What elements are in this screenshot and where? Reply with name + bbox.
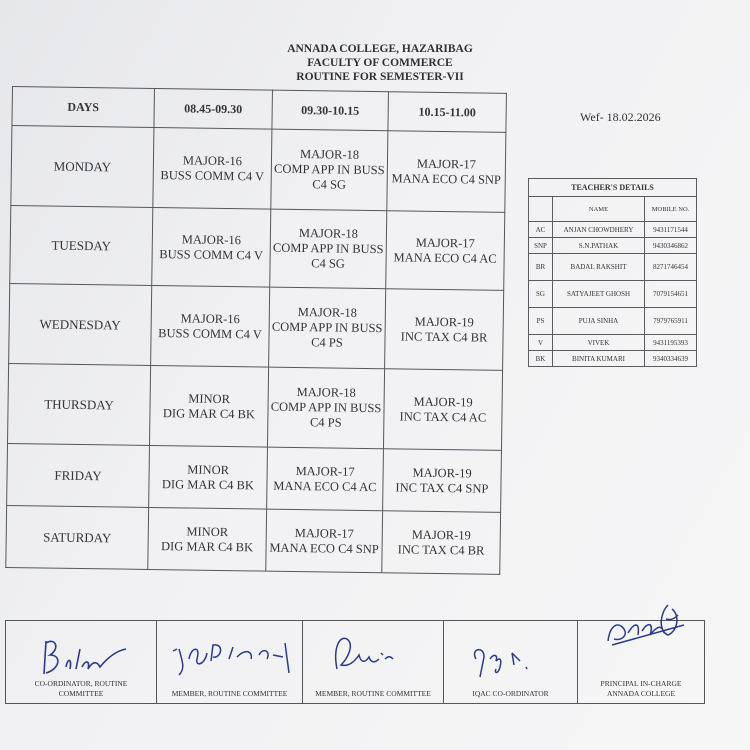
teacher-mobile: 9430346862 xyxy=(645,238,697,254)
handwritten-signature xyxy=(588,595,698,651)
teacher-name: BADAL RAKSHIT xyxy=(553,254,645,281)
teachers-header-row xyxy=(529,197,697,222)
handwritten-signature xyxy=(167,629,297,679)
document-heading xyxy=(250,42,510,84)
class-cell-line: BUSS COMM C4 V xyxy=(158,325,262,342)
class-cell-slot-1 xyxy=(152,207,271,287)
class-cell-line: DIG MAR C4 BK xyxy=(160,538,254,554)
day-cell: SATURDAY xyxy=(6,505,149,569)
class-cell-line: C4 SG xyxy=(312,177,347,192)
teacher-mobile: 9431171544 xyxy=(645,222,697,238)
teacher-name: ANJAN CHOWDHERY xyxy=(553,222,645,238)
class-cell-line: MINOR xyxy=(187,461,230,477)
class-cell-slot-2 xyxy=(270,209,387,289)
class-cell-line: MAJOR-19 xyxy=(414,314,474,329)
teacher-row xyxy=(529,308,697,335)
class-cell-line: MAJOR-17 xyxy=(295,463,355,479)
class-cell-slot-2 xyxy=(266,509,383,573)
teacher-mobile: 7079154651 xyxy=(645,281,697,308)
class-cell-line: INC TAX C4 BR xyxy=(400,328,488,345)
teacher-code: PS xyxy=(529,308,553,335)
teachers-details-title: TEACHER'S DETAILS xyxy=(528,178,697,196)
class-cell-slot-3 xyxy=(383,449,502,513)
routine-row xyxy=(6,505,501,574)
class-cell-slot-3 xyxy=(386,211,505,291)
teacher-row xyxy=(529,335,697,351)
routine-header-row xyxy=(12,87,506,133)
class-cell-line: MAJOR-17 xyxy=(415,235,475,250)
teacher-row xyxy=(529,351,697,367)
routine-table xyxy=(5,86,507,575)
class-cell-line: C4 SG xyxy=(311,256,345,271)
class-cell-slot-3 xyxy=(387,131,506,213)
class-cell-line: INC TAX C4 AC xyxy=(399,408,487,425)
class-cell-line: MAJOR-18 xyxy=(296,385,356,400)
effective-date: Wef- 18.02.2026 xyxy=(580,110,661,124)
class-cell-line: BUSS COMM C4 V xyxy=(160,167,265,184)
signature-role: MEMBER, ROUTINE COMMITTEE xyxy=(171,689,288,698)
teachers-name-header: NAME xyxy=(553,197,645,222)
class-cell-slot-2 xyxy=(271,129,388,211)
column-header-slot-1: 08.45-09.30 xyxy=(154,88,273,129)
class-cell-line: MAJOR-19 xyxy=(412,465,472,480)
handwritten-signature xyxy=(313,629,423,679)
signature-block xyxy=(5,620,705,704)
day-cell: FRIDAY xyxy=(7,443,150,507)
class-cell-line: INC TAX C4 SNP xyxy=(395,479,489,496)
handwritten-signature xyxy=(454,629,554,679)
handwritten-signature xyxy=(16,629,136,679)
class-cell-slot-1 xyxy=(149,445,268,509)
class-cell-line: MAJOR-18 xyxy=(297,305,357,320)
teacher-row xyxy=(529,222,697,238)
signature-cell-coordinator xyxy=(6,621,157,703)
class-cell-line: MANA ECO C4 SNP xyxy=(269,540,379,556)
class-cell-line: COMP APP IN BUSS xyxy=(273,161,385,178)
routine-row xyxy=(7,443,502,512)
teacher-name: BINITA KUMARI xyxy=(553,351,645,367)
college-name: ANNADA COLLEGE, HAZARIBAG xyxy=(287,43,473,55)
column-header-slot-2: 09.30-10.15 xyxy=(272,90,389,131)
teacher-mobile: 8271746454 xyxy=(645,254,697,281)
class-cell-line: MAJOR-19 xyxy=(413,394,473,409)
teachers-details-table xyxy=(528,178,697,367)
class-cell-slot-1 xyxy=(151,285,270,367)
routine-row xyxy=(8,363,503,450)
column-header-slot-3: 10.15-11.00 xyxy=(388,92,507,133)
signature-role: CO-ORDINATOR, ROUTINE COMMITTEE xyxy=(34,679,128,698)
class-cell-line: MAJOR-16 xyxy=(181,231,241,247)
class-cell-line: MAJOR-16 xyxy=(182,152,243,168)
class-cell-slot-1 xyxy=(149,365,268,447)
signature-cell-iqac xyxy=(444,621,578,703)
teachers-code-header xyxy=(529,197,553,222)
class-cell-line: MANA ECO C4 AC xyxy=(273,478,377,494)
class-cell-line: MAJOR-17 xyxy=(416,156,477,171)
teacher-code: V xyxy=(529,335,553,351)
routine-row xyxy=(9,283,504,370)
class-cell-line: MAJOR-19 xyxy=(411,527,471,542)
signature-role: MEMBER, ROUTINE COMMITTEE xyxy=(315,689,431,698)
teacher-code: BR xyxy=(529,254,553,281)
signature-role: IQAC CO-ORDINATOR xyxy=(472,689,549,698)
class-cell-line: MANA ECO C4 SNP xyxy=(391,170,502,187)
class-cell-line: MAJOR-17 xyxy=(294,525,354,541)
routine-row xyxy=(10,205,505,290)
class-cell-line: INC TAX C4 BR xyxy=(397,541,485,558)
teacher-mobile: 9431195393 xyxy=(645,335,697,351)
teacher-row xyxy=(529,254,697,281)
class-cell-slot-3 xyxy=(382,511,501,575)
class-cell-line: DIG MAR C4 BK xyxy=(162,405,256,421)
faculty-name: FACULTY OF COMMERCE xyxy=(307,57,453,69)
teacher-name: VIVEK xyxy=(553,335,645,351)
class-cell-line: MINOR xyxy=(188,390,231,406)
class-cell-line: MAJOR-18 xyxy=(299,147,360,162)
class-cell-slot-1 xyxy=(148,507,267,571)
column-header-days: DAYS xyxy=(12,87,155,128)
class-cell-slot-3 xyxy=(383,369,502,451)
signature-role: PRINCIPAL IN-CHARGE ANNADA COLLEGE xyxy=(600,679,682,698)
teacher-name: PUJA SINHA xyxy=(553,308,645,335)
class-cell-slot-2 xyxy=(267,447,384,511)
day-cell: MONDAY xyxy=(11,126,154,208)
teacher-row xyxy=(529,281,697,308)
day-cell: TUESDAY xyxy=(10,205,153,285)
class-cell-line: MANA ECO C4 AC xyxy=(393,249,497,266)
class-cell-line: MAJOR-16 xyxy=(180,310,240,326)
class-cell-line: MINOR xyxy=(186,523,229,539)
class-cell-line: COMP APP IN BUSS xyxy=(270,399,382,416)
teacher-code: BK xyxy=(529,351,553,367)
class-cell-line: DIG MAR C4 BK xyxy=(161,476,255,492)
teacher-name: S.N.PATHAK xyxy=(553,238,645,254)
class-cell-slot-2 xyxy=(267,367,384,449)
signature-cell-principal xyxy=(578,621,704,703)
class-cell-line: C4 PS xyxy=(311,335,343,350)
class-cell-slot-1 xyxy=(153,127,272,209)
routine-row xyxy=(11,126,506,213)
teacher-code: SG xyxy=(529,281,553,308)
signature-cell-member-1 xyxy=(157,621,303,703)
class-cell-line: COMP APP IN BUSS xyxy=(272,240,384,257)
teacher-row xyxy=(529,238,697,254)
teachers-mobile-header: MOBILE NO. xyxy=(645,197,697,222)
day-cell: WEDNESDAY xyxy=(9,283,152,365)
day-cell: THURSDAY xyxy=(8,363,151,445)
class-cell-line: COMP APP IN BUSS xyxy=(271,319,383,336)
teacher-mobile: 7979765911 xyxy=(645,308,697,335)
class-cell-line: MAJOR-18 xyxy=(298,226,359,241)
class-cell-line: C4 PS xyxy=(309,415,342,430)
teacher-code: AC xyxy=(529,222,553,238)
teacher-code: SNP xyxy=(529,238,553,254)
routine-title: ROUTINE FOR SEMESTER-VII xyxy=(296,71,464,83)
class-cell-line: BUSS COMM C4 V xyxy=(159,246,264,263)
class-cell-slot-3 xyxy=(385,289,504,371)
signature-cell-member-2 xyxy=(303,621,444,703)
class-cell-slot-2 xyxy=(269,287,386,369)
teacher-name: SATYAJEET GHOSH xyxy=(553,281,645,308)
teacher-mobile: 9340334639 xyxy=(645,351,697,367)
